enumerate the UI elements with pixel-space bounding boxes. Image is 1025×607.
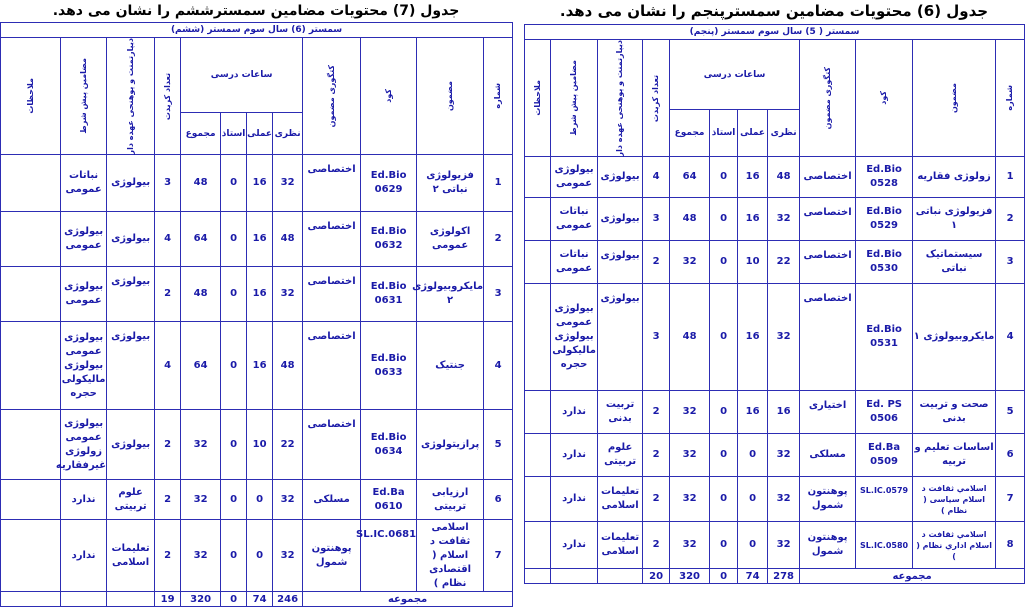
table6-panel — [524, 0, 1024, 584]
table-row: 3 مایکروبیولوژی ۲ Ed.Bio 0631 اختصاصی 32 16 0 48 2 بیولوژی بیولوژی عمومی — [1, 267, 513, 322]
table-row: 5 صحت و تربیت بدنی Ed. PS 0506 اختیاری 16 16 0 32 2 تربیت بدنی ندارد — [525, 391, 1025, 434]
header-teacher: استاذ — [221, 113, 247, 155]
table-row: 3 سیستماتیک نباتی Ed.Bio 0530 اختصاصی 22 10 0 32 2 بیولوژی نباتات عمومی — [525, 241, 1025, 284]
header-theory: نظری — [768, 110, 800, 157]
header-total: مجموع — [670, 110, 710, 157]
header-category: کتگوری مضمون — [303, 38, 361, 155]
header-theory: نظری — [273, 113, 303, 155]
header-total: مجموع — [181, 113, 221, 155]
header-credits: تعداد کریدت — [643, 40, 670, 157]
table-row: 2 اکولوژی عمومی Ed.Bio 0632 اختصاصی 48 16 0 64 4 بیولوژی بیولوژی عمومی — [1, 212, 513, 267]
header-code: کود — [361, 38, 417, 155]
table6 — [524, 24, 1025, 584]
table6-semester: سمستر ( 5) سال سوم سمستر (پنجم) — [525, 25, 1025, 40]
header-credits: تعداد کریدت — [155, 38, 181, 155]
total-row: مجموعه 246 74 0 320 19 — [1, 592, 513, 607]
table-row: 1 زولوژی فقاریه Ed.Bio 0528 اختصاصی 48 16 0 64 4 بیولوژی بیولوژی عمومی — [525, 157, 1025, 198]
header-code: کود — [856, 40, 913, 157]
table-row: 1 فزیولوژی نباتی ۲ Ed.Bio 0629 اختصاصی 32 16 0 48 3 بیولوژی نباتات عمومی — [1, 155, 513, 212]
header-teacher: استاذ — [710, 110, 738, 157]
table7-title: جدول (7) محتویات مضامین سمسترششم را نشان می دهد. — [52, 3, 460, 19]
header-subject: مضمون — [913, 40, 996, 157]
table-row: 2 فزیولوژی نباتی ۱ Ed.Bio 0529 اختصاصی 32 16 0 48 3 بیولوژی نباتات عمومی — [525, 198, 1025, 241]
header-prereq: مضامین پیش شرط — [551, 40, 598, 157]
header-practical: عملی — [247, 113, 273, 155]
header-prereq: مضامین پیش شرط — [61, 38, 107, 155]
table-row: 7 اسلامي ثقافت د اسلام سیاسی ( نظام ) SL.IC.0579 پوهنتون شمول 32 0 0 32 2 تعلیمات اسلامی ندارد — [525, 477, 1025, 522]
total-row: مجموعه 278 74 0 320 20 — [525, 569, 1025, 584]
table-row: 5 پرازیتولوژی Ed.Bio 0634 اختصاصی 22 10 0 32 2 بیولوژی بیولوژی عمومی زولوژی غیرفقاریه — [1, 410, 513, 480]
table-row: 6 ارزیابی تربیتی Ed.Ba 0610 مسلکی 32 0 0 32 2 علوم تربیتی ندارد — [1, 480, 513, 520]
header-hours: ساعات درسی — [670, 40, 800, 110]
table6-title: جدول (6) محتویات مضامین سمسترپنجم را نشان می دهد. — [559, 2, 989, 20]
table7-panel — [0, 0, 512, 607]
header-dept: دیپارتمنت و پوهنحی عهده دار — [107, 38, 155, 155]
header-num: شماره — [996, 40, 1025, 157]
table-row: 7 اسلامی ثقافت د اسلام ( اقتصادی نظام ) SL.IC.0681 پوهنتون شمول 32 0 0 32 2 تعلیمات اسلامی ندارد — [1, 520, 513, 592]
header-category: کتگوری مضمون — [800, 40, 856, 157]
header-practical: عملی — [738, 110, 768, 157]
header-dept: دیپارتمنت و پوهنحی عهده دار — [598, 40, 643, 157]
header-subject: مضمون — [417, 38, 484, 155]
table-row: 4 مایکروبیولوژی ۱ Ed.Bio 0531 اختصاصی 32 16 0 48 3 بیولوژی بیولوژی عمومی بیولوژی مالیکولی حجره — [525, 284, 1025, 391]
table-row: 4 جنتیک Ed.Bio 0633 اختصاصی 48 16 0 64 4 بیولوژی بیولوژی عمومی بیولوژی مالیکولی حجره — [1, 322, 513, 410]
table7-semester: سمستر (6) سال سوم سمستر (ششم) — [1, 23, 513, 38]
header-notes: ملاحظات — [1, 38, 61, 155]
table-row: 6 اساسات تعلیم و تربیه Ed.Ba 0509 مسلکی 32 0 0 32 2 علوم تربیتی ندارد — [525, 434, 1025, 477]
header-hours: ساعات درسی — [181, 38, 303, 113]
table-row: 8 اسلامي ثقافت د اسلام اداري نظام ( ) SL.IC.0580 پوهنتون شمول 32 0 0 32 2 تعلیمات اسلامی ندارد — [525, 522, 1025, 569]
header-notes: ملاحظات — [525, 40, 551, 157]
table7 — [0, 22, 513, 607]
header-num: شماره — [484, 38, 513, 155]
